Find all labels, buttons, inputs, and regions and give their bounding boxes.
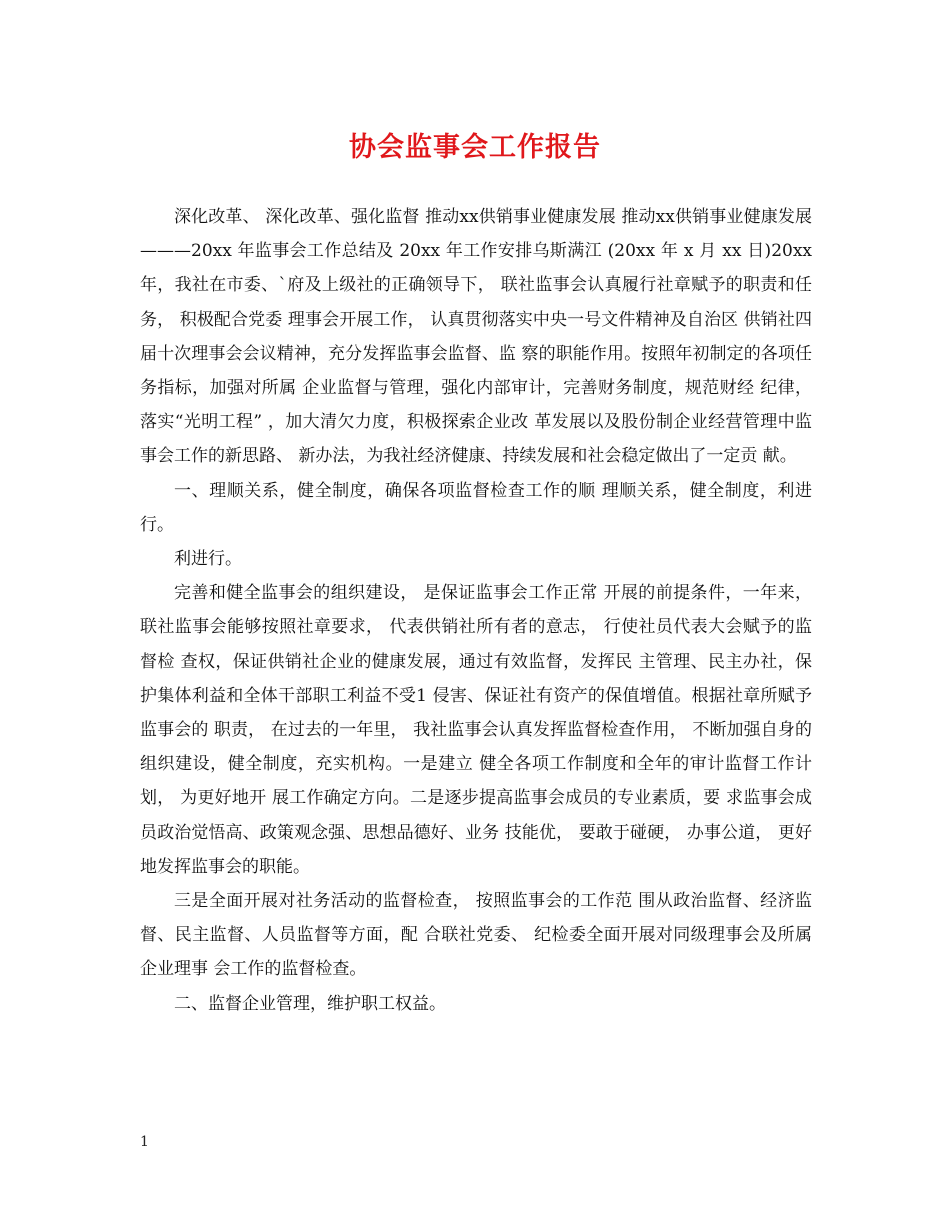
paragraph-intro: 深化改革、 深化改革、强化监督 推动xx供销事业健康发展 推动xx供销事业健康发展———20xx 年监事会工作总结及 20xx 年工作安排乌斯满江 (20xx 年 x 月 xx 日)20xx 年，我社在市委、`府及上级社的正确领导下， 联社监事会认真履行社章赋予的职责和任务， 积极配合党委 理事会开展工作， 认真贯彻落实中央一号文件精神及自治区 供销社四届十次理事会会议精神，充分发挥监事会监督、监 察的职能作用。按照年初制定的各项任务指标，加强对所属 企业监督与管理，强化内部审计，完善财务制度，规范财经 纪律，落实“光明工程” ，加大清欠力度，积极探索企业改 革发展以及股份制企业经营管理中监事会工作的新思路、 新办法，为我社经济健康、持续发展和社会稳定做出了一定贡 献。 — [140, 207, 812, 467]
paragraph-section-one-heading: 一、理顺关系，健全制度，确保各项监督检查工作的顺 理顺关系，健全制度，利进行。 — [140, 480, 812, 535]
paragraph-organization: 完善和健全监事会的组织建设， 是保证监事会工作正常 开展的前提条件，一年来，联社监事会能够按照社章要求， 代表供销社所有者的意志， 行使社员代表大会赋予的监督检 查权，保证供销社企业的健康发展，通过有效监督，发挥民 主管理、民主办社，保护集体利益和全体干部职工利益不受1 侵害、保证社有资产的保值增值。根据社章所赋予监事会的 职责， 在过去的一年里， 我社监事会认真发挥监督检查作用， 不断加强自身的组织建设，健全制度，充实机构。一是建立 健全各项工作制度和全年的审计监督工作计划， 为更好地开 展工作确定方向。二是逐步提高监事会成员的专业素质，要 求监事会成员政治觉悟高、政策观念强、思想品德好、业务 技能优， 要敢于碰硬， 办事公道， 更好地发挥监事会的职能。 — [140, 583, 812, 877]
paragraph-supervision: 三是全面开展对社务活动的监督检查， 按照监事会的工作范 围从政治监督、经济监督、民主监督、人员监督等方面，配 合联社党委、 纪检委全面开展对同级理事会及所属企业理事 会工作的监督检查。 — [140, 891, 812, 980]
paragraph-section-two-heading: 二、监督企业管理，维护职工权益。 — [174, 993, 446, 1014]
page-number: 1 — [140, 1134, 149, 1150]
paragraph-continuation: 利进行。 — [174, 549, 242, 570]
document-body — [140, 200, 812, 1021]
document-title: 协会监事会工作报告 — [349, 132, 601, 163]
